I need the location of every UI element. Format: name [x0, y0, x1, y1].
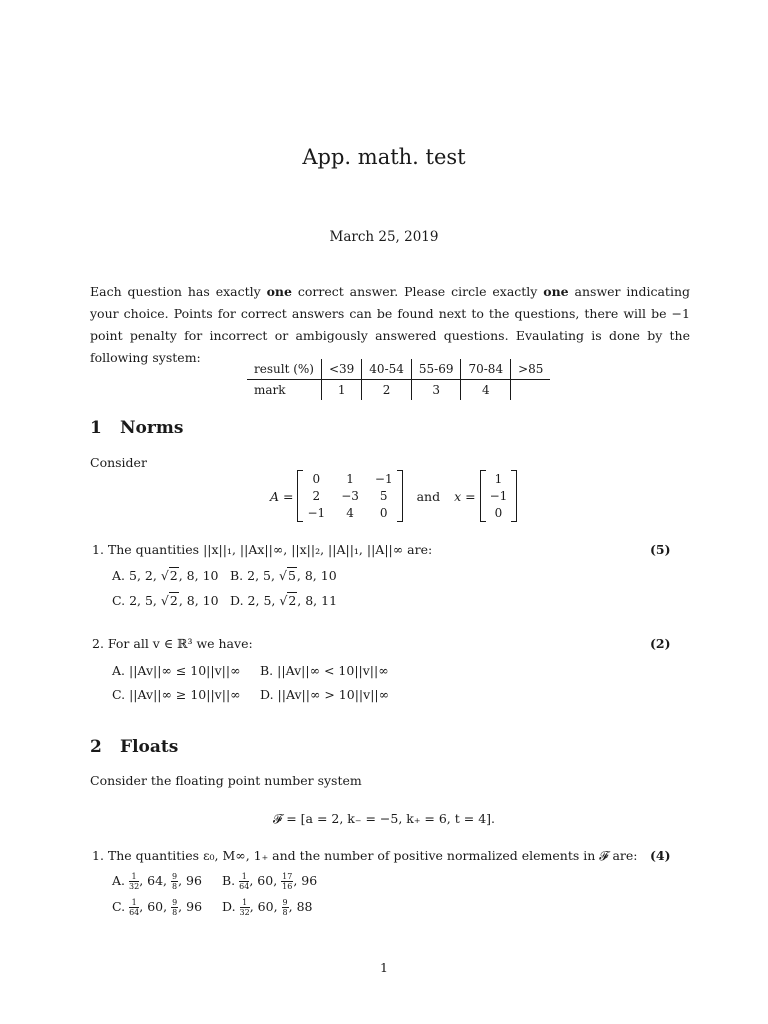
intro-text-3: answer indicating your choice. Points for correct answers can be found next to the questions, there will be −1 point penalty for incorrect or ambigously answered questions. Evaulating is done by the following system:	[90, 284, 690, 365]
vector-cell: −1	[489, 489, 508, 503]
matrix-cell: 2	[312, 489, 321, 503]
option-c[interactable]: C. 2, 5, √2, 8, 10	[112, 593, 219, 608]
vector-x	[480, 470, 518, 522]
option-a[interactable]: A. 5, 2, √2, 8, 10	[112, 568, 219, 583]
section-number: 1	[90, 418, 102, 438]
floating-point-system: 𝓕 = [a = 2, k₋ = −5, k₊ = 6, t = 4].	[273, 811, 495, 826]
matrix-cell: −1	[307, 506, 326, 520]
matrix-cell: 0	[379, 506, 388, 520]
question-1-2	[92, 636, 253, 651]
question-1-1	[92, 542, 432, 557]
grading-cell: 1	[321, 380, 361, 401]
grading-cell: 70-84	[461, 359, 511, 380]
fraction: $\frac{9}{8}$	[172, 898, 178, 917]
and-text: and	[416, 488, 441, 504]
vector-cell: 0	[494, 506, 503, 520]
option-b[interactable]: B. $\frac{1}{64}$ , 60, $\frac{17}{16}$ , 96	[222, 872, 318, 891]
matrix-cell: −1	[374, 472, 393, 486]
grading-table	[247, 359, 550, 400]
option-a[interactable]: A. ||Av||∞ ≤ 10||v||∞	[112, 663, 241, 678]
fraction: $\frac{1}{64}$	[239, 872, 250, 891]
option-b[interactable]: B. 2, 5, √5, 8, 10	[230, 568, 337, 583]
fraction: $\frac{9}{8}$	[282, 898, 288, 917]
section-number: 2	[90, 737, 102, 757]
intro-bold-1: one	[266, 284, 292, 299]
consider-text: Consider the floating point number system	[90, 773, 362, 788]
fraction: $\frac{9}{8}$	[172, 872, 178, 891]
intro-text-1: Each question has exactly	[90, 284, 267, 299]
grading-cell	[511, 380, 551, 401]
option-d[interactable]: D. ||Av||∞ > 10||v||∞	[260, 687, 390, 702]
matrix-a-label: A =	[270, 488, 294, 504]
option-c[interactable]: C. ||Av||∞ ≥ 10||v||∞	[112, 687, 241, 702]
sqrt-symbol: √5	[278, 568, 296, 583]
question-points: (2)	[650, 636, 671, 651]
vector-cell: 1	[494, 472, 503, 486]
grading-table-header-row	[247, 359, 550, 380]
option-d[interactable]: D. $\frac{1}{32}$ , 60, $\frac{9}{8}$ , 88	[222, 898, 313, 917]
section-title: Floats	[120, 737, 179, 757]
instructions-paragraph	[90, 281, 690, 369]
intro-text-2: correct answer. Please circle exactly	[291, 284, 544, 299]
section-title: Norms	[120, 418, 184, 438]
consider-text: Consider	[90, 455, 147, 470]
grading-cell: 2	[362, 380, 412, 401]
page-title: App. math. test	[302, 145, 466, 169]
grading-cell: mark	[254, 383, 286, 397]
sqrt-symbol: √2	[279, 593, 297, 608]
question-number: 1.	[92, 848, 104, 863]
matrix-cell: 5	[379, 489, 388, 503]
grading-cell: 40-54	[362, 359, 412, 380]
question-2-1	[92, 848, 638, 864]
matrix-a	[297, 470, 402, 522]
option-b[interactable]: B. ||Av||∞ < 10||v||∞	[260, 663, 389, 678]
question-number: 1.	[92, 542, 104, 557]
fraction: $\frac{1}{32}$	[239, 898, 250, 917]
section-heading-floats	[90, 737, 178, 757]
question-text: The quantities ||x||₁, ||Ax||∞, ||x||₂, ||A||₁, ||A||∞ are:	[107, 542, 433, 557]
section-heading-norms	[90, 418, 183, 438]
matrix-cell: 1	[346, 472, 354, 486]
grading-cell: <39	[321, 359, 361, 380]
sqrt-symbol: √2	[160, 593, 178, 608]
matrix-cell: 0	[312, 472, 321, 486]
fraction: $\frac{1}{32}$	[129, 872, 140, 891]
fraction: $\frac{17}{16}$	[282, 872, 293, 891]
option-c[interactable]: C. $\frac{1}{64}$ , 60, $\frac{9}{8}$ , 96	[112, 898, 203, 917]
test-date: March 25, 2019	[329, 229, 439, 245]
question-points: (5)	[650, 542, 671, 557]
grading-cell: result (%)	[247, 359, 321, 380]
question-text: For all v ∈ ℝ³ we have:	[107, 636, 253, 651]
intro-bold-2: one	[543, 284, 569, 299]
matrix-cell: 4	[346, 506, 354, 520]
grading-cell: 3	[411, 380, 461, 401]
question-number: 2.	[92, 636, 104, 651]
grading-cell: >85	[511, 359, 551, 380]
matrix-definition	[270, 470, 517, 522]
option-d[interactable]: D. 2, 5, √2, 8, 11	[230, 593, 338, 608]
grading-cell: 55-69	[411, 359, 461, 380]
vector-x-label: x =	[454, 488, 476, 504]
fraction: $\frac{1}{64}$	[129, 898, 140, 917]
question-points: (4)	[650, 848, 671, 863]
grading-table-mark-row	[247, 380, 550, 401]
sqrt-symbol: √2	[160, 568, 178, 583]
matrix-cell: −3	[341, 489, 359, 503]
option-a[interactable]: A. $\frac{1}{32}$ , 64, $\frac{9}{8}$ , 96	[112, 872, 202, 891]
question-text: The quantities ε₀, M∞, 1₊ and the number of positive normalized elements in 𝓕 are:	[107, 848, 638, 863]
page-number: 1	[380, 960, 388, 975]
grading-cell: 4	[461, 380, 511, 401]
